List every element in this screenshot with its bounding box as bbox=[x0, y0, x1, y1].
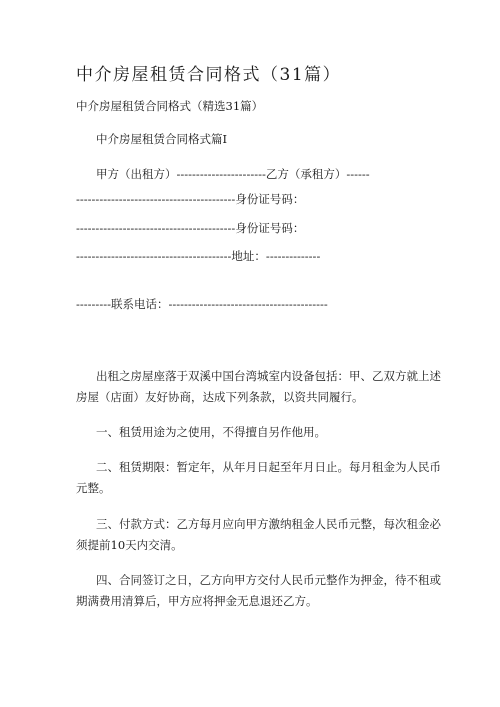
clause-2-line-2: 元整。 bbox=[76, 481, 111, 495]
party-a-line: 甲方（出租方）-----------------------乙方（承租方）------ bbox=[96, 167, 370, 181]
id-number-line-2: -----------------------------------------身份证号码： bbox=[76, 221, 305, 235]
clause-4-line-2: 期满费用清算后，甲方应将押金无息退还乙方。 bbox=[76, 594, 318, 608]
clause-4-line-1: 四、合同签订之日，乙方向甲方交付人民币元整作为押金，待不租或 bbox=[96, 573, 441, 587]
clause-1-line-1: 一、租赁用途为之使用，不得擅自另作他用。 bbox=[96, 425, 326, 439]
phone-line: ---------联系电话：----------------------------------------- bbox=[76, 297, 328, 311]
paragraph-intro-line-1: 出租之房屋座落于双溪中国台湾城室内设备包括：甲、乙双方就上述 bbox=[96, 369, 441, 383]
id-number-line-1: -----------------------------------------身份证号码： bbox=[76, 192, 305, 206]
address-line: ----------------------------------------地址：-------------- bbox=[76, 249, 321, 263]
clause-3-line-2: 须提前10天内交清。 bbox=[76, 538, 183, 552]
clause-3-line-1: 三、付款方式：乙方每月应向甲方激纳租金人民币元整，每次租金必 bbox=[96, 517, 441, 531]
paragraph-intro-line-2: 房屋（店面）友好协商，达成下列条款，以资共同履行。 bbox=[76, 390, 364, 404]
document-subtitle: 中介房屋租赁合同格式（精选31篇） bbox=[76, 99, 264, 113]
section-heading: 中介房屋租赁合同格式篇I bbox=[96, 132, 228, 146]
clause-2-line-1: 二、租赁期限：暂定年，从年月日起至年月日止。每月租金为人民币 bbox=[96, 460, 441, 474]
document-title: 中介房屋租赁合同格式（31篇） bbox=[76, 65, 342, 85]
